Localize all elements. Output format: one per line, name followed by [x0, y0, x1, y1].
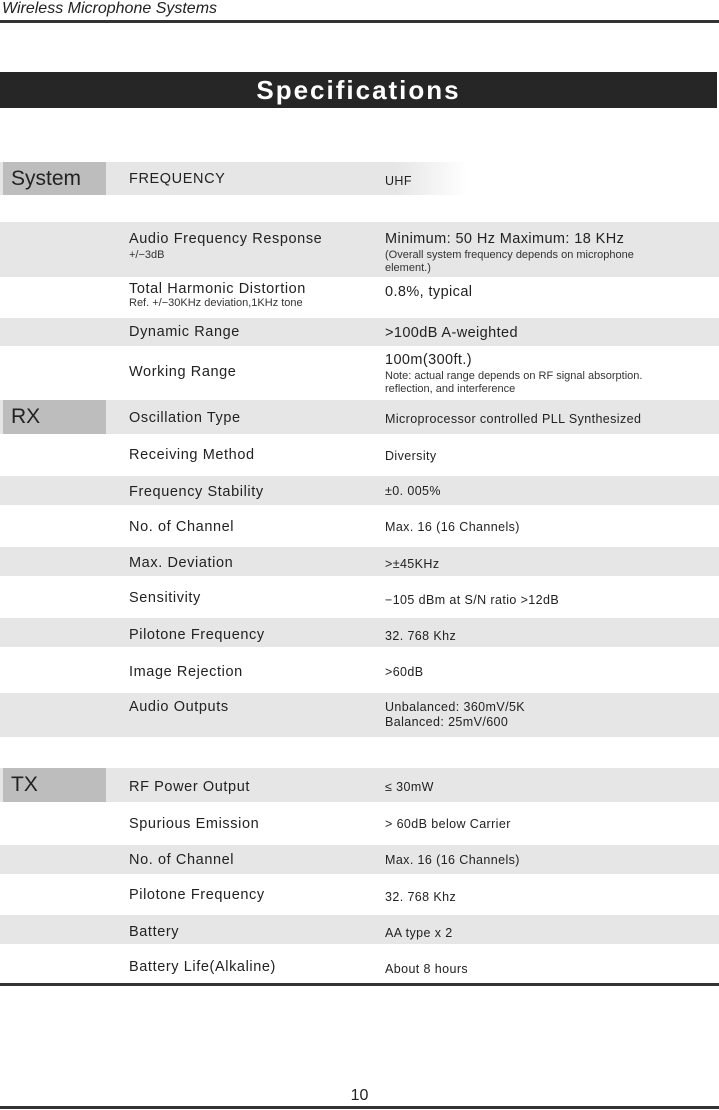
- spec-note-thd: Ref. +/−30KHz deviation,1KHz tone: [129, 297, 303, 309]
- page-number: 10: [350, 1087, 369, 1104]
- row-band: [0, 618, 719, 647]
- spec-value-audio-outputs-unbalanced: Unbalanced: 360mV/5K: [385, 700, 526, 714]
- spec-value-audio-response: Minimum: 50 Hz Maximum: 18 KHz: [385, 231, 625, 247]
- spec-label-working-range: Working Range: [129, 364, 237, 380]
- spec-value-battery: AA type x 2: [385, 926, 453, 940]
- spec-value-receiving: Diversity: [385, 449, 437, 463]
- spec-label-rx-channels: No. of Channel: [129, 519, 235, 535]
- spec-value-sensitivity: −105 dBm at S/N ratio >12dB: [385, 593, 560, 607]
- row-band: [0, 476, 719, 505]
- spec-label-spurious: Spurious Emission: [129, 816, 260, 832]
- spec-label-rx-pilotone: Pilotone Frequency: [129, 627, 265, 643]
- spec-label-receiving: Receiving Method: [129, 447, 255, 463]
- bottom-rule: [0, 1106, 719, 1109]
- spec-note-audio-response: +/−3dB: [129, 249, 165, 261]
- spec-label-battery: Battery: [129, 924, 180, 940]
- spec-value-thd: 0.8%, typical: [385, 284, 473, 300]
- footer-rule: [0, 983, 719, 986]
- spec-value-tx-channels: Max. 16 (16 Channels): [385, 853, 520, 867]
- spec-label-audio-response: Audio Frequency Response: [129, 231, 323, 247]
- spec-label-deviation: Max. Deviation: [129, 555, 234, 571]
- spec-value-rf-power: ≤ 30mW: [385, 780, 434, 794]
- spec-label-sensitivity: Sensitivity: [129, 590, 201, 606]
- spec-label-oscillation: Oscillation Type: [129, 410, 241, 426]
- section-label-rx: RX: [3, 400, 106, 434]
- spec-label-tx-channels: No. of Channel: [129, 852, 235, 868]
- spec-value-note-working-range-2: reflection, and interference: [385, 383, 516, 395]
- row-band: [0, 845, 719, 874]
- spec-value-note-audio-response-1: (Overall system frequency depends on microphone: [385, 249, 634, 261]
- spec-value-rx-channels: Max. 16 (16 Channels): [385, 520, 520, 534]
- row-band: [0, 768, 719, 802]
- spec-label-tx-pilotone: Pilotone Frequency: [129, 887, 265, 903]
- spec-value-image-rejection: >60dB: [385, 665, 424, 679]
- spec-value-note-working-range-1: Note: actual range depends on RF signal absorption.: [385, 370, 643, 382]
- spec-value-freq-stability: ±0. 005%: [385, 484, 441, 498]
- spec-label-battery-life: Battery Life(Alkaline): [129, 959, 276, 975]
- spec-value-dynamic-range: >100dB A-weighted: [385, 325, 518, 341]
- spec-value-frequency: UHF: [385, 174, 412, 188]
- spec-value-battery-life: About 8 hours: [385, 962, 469, 976]
- spec-label-freq-stability: Frequency Stability: [129, 484, 264, 500]
- spec-label-frequency: FREQUENCY: [129, 171, 226, 187]
- spec-value-tx-pilotone: 32. 768 Khz: [385, 890, 457, 904]
- row-band: [0, 915, 719, 944]
- spec-label-dynamic-range: Dynamic Range: [129, 324, 240, 340]
- row-band: [0, 693, 719, 737]
- spec-label-image-rejection: Image Rejection: [129, 664, 243, 680]
- document-header-title: Wireless Microphone Systems: [2, 0, 218, 17]
- specifications-banner: Specifications: [0, 72, 717, 108]
- spec-label-rf-power: RF Power Output: [129, 779, 251, 795]
- spec-label-audio-outputs: Audio Outputs: [129, 699, 229, 715]
- spec-value-rx-pilotone: 32. 768 Khz: [385, 629, 457, 643]
- header-rule: [0, 20, 719, 23]
- row-band: [0, 547, 719, 576]
- spec-value-spurious: > 60dB below Carrier: [385, 817, 511, 831]
- system-row-band: [0, 162, 719, 195]
- section-label-system: System: [3, 162, 106, 195]
- spec-label-thd: Total Harmonic Distortion: [129, 281, 306, 297]
- section-label-tx: TX: [3, 768, 106, 802]
- spec-value-working-range: 100m(300ft.): [385, 352, 473, 368]
- spec-value-note-audio-response-2: element.): [385, 262, 431, 274]
- spec-value-oscillation: Microprocessor controlled PLL Synthesized: [385, 412, 642, 426]
- spec-value-deviation: >±45KHz: [385, 557, 440, 571]
- row-band: [0, 318, 719, 346]
- spec-value-audio-outputs-balanced: Balanced: 25mV/600: [385, 715, 509, 729]
